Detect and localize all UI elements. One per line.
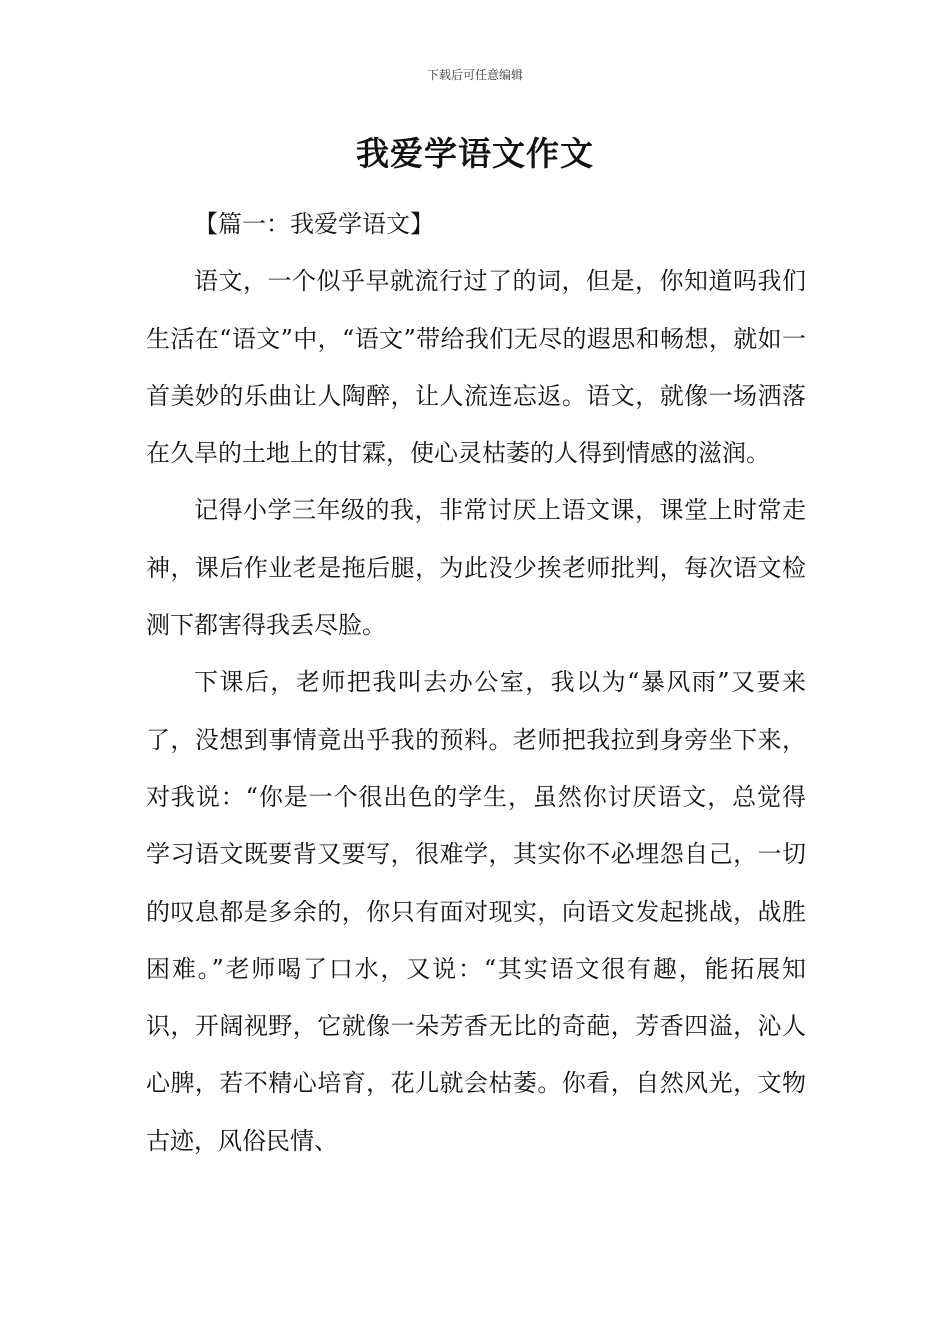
document-title: 我爱学语文作文 [356, 134, 594, 173]
paragraph: 记得小学三年级的我，非常讨厌上语文课，课堂上时常走神，课后作业老是拖后腿，为此没少挨老师批判，每次语文检测下都害得我丢尽脸。 [146, 496, 806, 640]
page-header: 下载后可任意编辑 [426, 68, 523, 82]
document-body [146, 196, 806, 1170]
paragraph: 语文，一个似乎早就流行过了的词，但是，你知道吗我们生活在“语文”中，“语文”带给我们无尽的遐思和畅想，就如一首美妙的乐曲让人陶醉，让人流连忘返。语文，就像一场洒落在久旱的土地上的甘霖，使心灵枯萎的人得到情感的滋润。 [146, 267, 806, 468]
paragraph: 下课后，老师把我叫去办公室，我以为“暴风雨”又要来了，没想到事情竟出乎我的预料。老师把我拉到身旁坐下来，对我说：“你是一个很出色的学生，虽然你讨厌语文，总觉得学习语文既要背又要写，很难学，其实你不必埋怨自己，一切的叹息都是多余的，你只有面对现实，向语文发起挑战，战胜困难。”老师喝了口水，又说：“其实语文很有趣，能拓展知识，开阔视野，它就像一朵芳香无比的奇葩，芳香四溢，沁人心脾，若不精心培育，花儿就会枯萎。你看，自然风光，文物古迹，风俗民情、 [146, 668, 806, 1155]
section-heading: 【篇一：我爱学语文】 [194, 210, 434, 238]
